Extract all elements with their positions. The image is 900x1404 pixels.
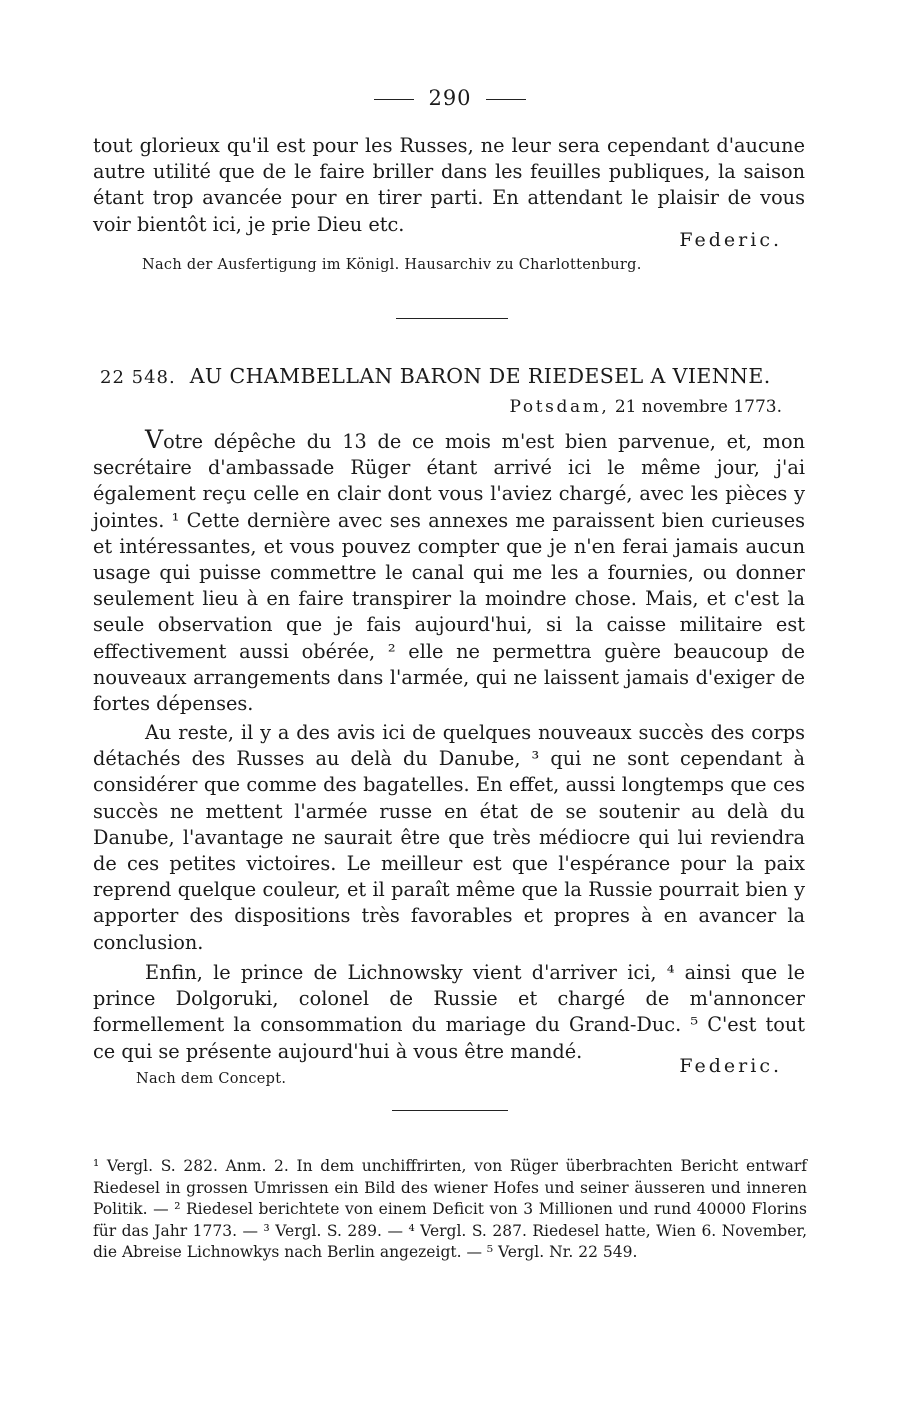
letter-paragraph-2: Au reste, il y a des avis ici de quelques nouveaux succès des corps détachés des Russes au delà du Danube, ³ qui ne sont cependant à considérer que comme des bagatelles. En effet, aussi longtemps que ces succès ne mettent l'armée russe en état de se soutenir au delà du Danube, l'avantage ne saurait être que très médiocre qui lui reviendra de ces petites victoires. Le meilleur est que l'espérance pour la paix reprend quelque couleur, et il paraît même que la Russie pourrait bien y apporter des dispositions très favorables et propres à en avancer la conclusion. <box>93 721 805 954</box>
previous-letter-signature: Federic. <box>679 229 782 251</box>
letter-title: AU CHAMBELLAN BARON DE RIEDESEL A VIENNE. <box>189 364 771 388</box>
footnotes <box>93 1156 807 1264</box>
letter-date: 21 novembre 1773. <box>614 397 782 417</box>
letter-source: Nach dem Concept. <box>136 1071 287 1087</box>
letter-paragraph-1 <box>93 427 805 717</box>
footnotes-text: ¹ Vergl. S. 282. Anm. 2. In dem unchiffrirten, von Rüger überbrachten Bericht entwarf Riedesel in grossen Umrissen ein Bild des wiener Hofes und seiner äusseren und inneren Politik. — ² Riedesel berichtete von einem Deficit von 3 Millionen und rund 40000 Florins für das Jahr 1773. — ³ Vergl. S. 289. — ⁴ Vergl. S. 287. Riedesel hatte, Wien 6. November, die Abreise Lichnowkys nach Berlin angezeigt. — ⁵ Vergl. Nr. 22 549. <box>93 1157 807 1261</box>
footnote-divider <box>392 1110 508 1111</box>
letter-dateline <box>510 397 782 417</box>
previous-letter-source: Nach der Ausfertigung im Königl. Hausarchiv zu Charlottenburg. <box>142 257 642 273</box>
section-divider <box>396 318 508 319</box>
page-number: 290 <box>428 86 472 110</box>
initial-letter: V <box>145 425 164 454</box>
previous-letter-ending: tout glorieux qu'il est pour les Russes, ne leur sera cependant d'aucune autre utilité que de le faire briller dans les feuilles publiques, la saison étant trop avancée pour en tirer parti. En attendant le plaisir de vous voir bientôt ici, je prie Dieu etc. <box>93 134 805 236</box>
letter-number: 22 548. <box>100 367 176 388</box>
letter-paragraph-1-text: otre dépêche du 13 de ce mois m'est bien parvenue, et, mon secrétaire d'ambassade Rüger étant arrivé ici le même jour, j'ai également reçu celle en clair dont vous l'aviez chargé, avec les pièces y jointes. ¹ Cette dernière avec ses annexes me paraissent bien curieuses et intéressantes, et vous pouvez compter que je n'en ferai jamais aucun usage qui puisse commettre le canal qui me les a fournies, ou donner seulement lieu à en faire transpirer la moindre chose. Mais, et c'est la seule observation que je fais aujourd'hui, si la caisse militaire est effectivement aussi obérée, ² elle ne permettra guère beaucoup de nouveaux arrangements dans l'armée, qui ne laissent jamais d'exiger de fortes dépenses. <box>93 430 805 716</box>
page-header <box>0 86 900 110</box>
letter-place: Potsdam, <box>509 397 610 417</box>
header-dash-left <box>374 99 414 100</box>
letter-signature: Federic. <box>679 1055 782 1077</box>
letter-paragraph-3: Enfin, le prince de Lichnowsky vient d'arriver ici, ⁴ ainsi que le prince Dolgoruki, colonel de Russie et chargé de m'annoncer formellement la consommation du mariage du Grand-Duc. ⁵ C'est tout ce qui se présente aujourd'hui à vous être mandé. <box>93 961 805 1063</box>
header-dash-right <box>486 99 526 100</box>
letter-heading <box>100 364 808 388</box>
